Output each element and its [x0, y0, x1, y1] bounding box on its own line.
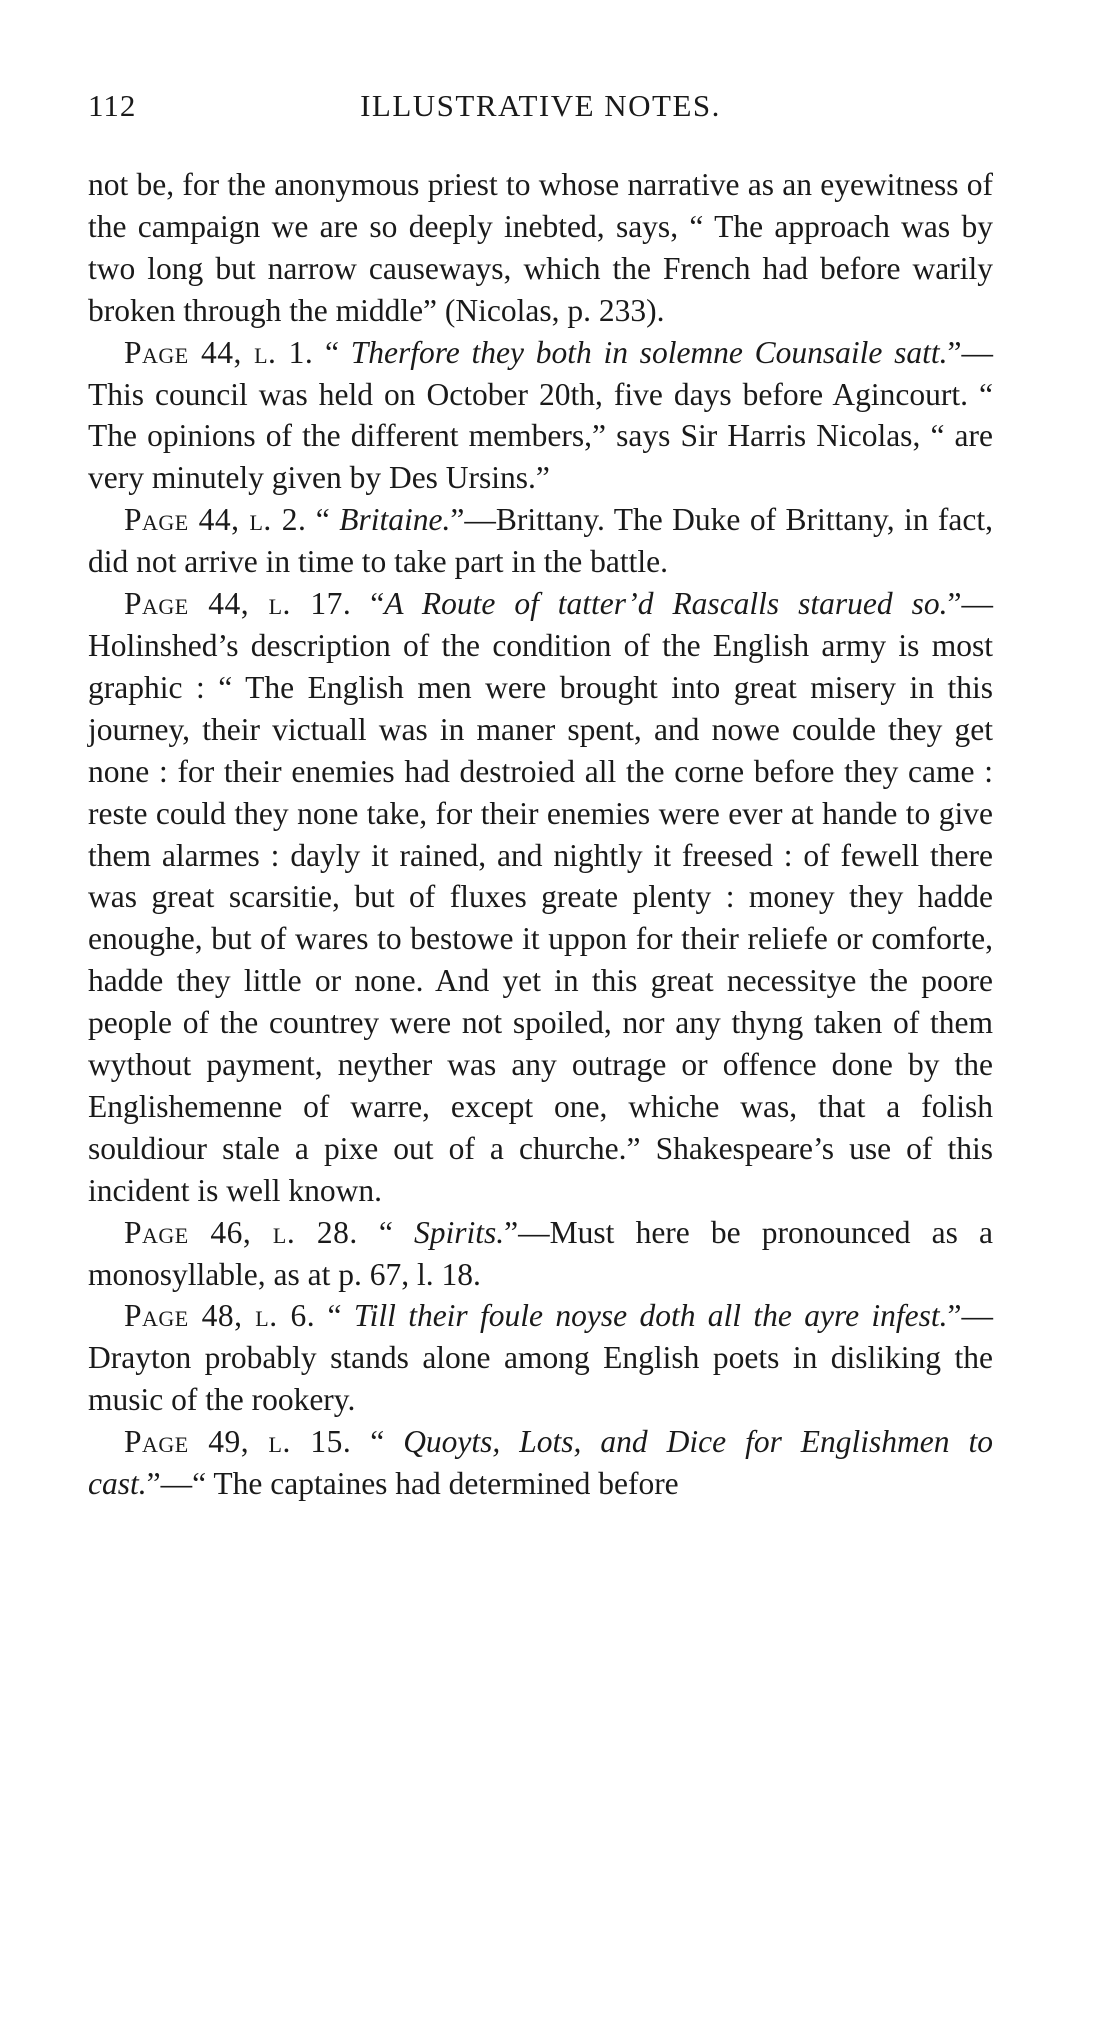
close-quote: ”— — [450, 502, 496, 538]
note-text: “ The captaines had determined before — [192, 1466, 679, 1502]
open-quote: “ — [378, 1214, 415, 1250]
note-lemma: Quoyts, Lots, and Dice for Englishmen to cast. — [88, 1424, 994, 1502]
running-head-title: ILLUSTRATIVE NOTES. — [360, 88, 721, 123]
note-reference: Page 49, l. 15. — [124, 1424, 352, 1460]
note-text: This council was held on October 20th, five days before Agincourt. “ The opinions of the different members,” says Sir Harris Nicolas, “ are very minutely given by Des Ursins.” — [88, 376, 993, 496]
note-text: Brittany. The Duke of Brittany, in fact, did not arrive in time to take part in the battle. — [88, 502, 994, 580]
note-paragraph — [88, 1295, 993, 1421]
note-lemma: Till their foule noyse doth all the ayre infest. — [353, 1298, 948, 1334]
note-paragraph — [88, 1212, 993, 1296]
close-quote: ”— — [947, 1298, 994, 1334]
close-quote: ”— — [947, 334, 993, 370]
note-reference: Page 48, l. 6. — [124, 1298, 316, 1334]
note-lemma: Spirits. — [414, 1214, 505, 1250]
note-text: not be, for the anonymous priest to whose narrative as an eyewitness of the campaign we are so deeply inebted, says, “ The approach was by two long but narrow causeways, which the French had before warily broken through the middle” (Nicolas, p. 233). — [88, 167, 993, 328]
note-paragraph — [88, 164, 993, 332]
open-quote: “ — [370, 586, 385, 622]
note-reference: Page 44, l. 17. — [124, 586, 352, 622]
close-quote: ”— — [504, 1214, 550, 1250]
note-reference: Page 44, l. 1. — [124, 334, 314, 370]
open-quote: “ — [327, 1298, 354, 1334]
note-lemma: Therfore they both in solemne Counsaile satt. — [350, 334, 948, 370]
open-quote: “ — [315, 502, 340, 538]
notes-body — [88, 164, 993, 1505]
close-quote: ”— — [947, 586, 994, 622]
open-quote: “ — [324, 334, 351, 370]
note-paragraph — [88, 1421, 993, 1505]
note-paragraph — [88, 332, 993, 500]
note-text: Drayton probably stands alone among English poets in disliking the music of the rookery. — [88, 1340, 993, 1418]
close-quote: ”— — [146, 1466, 193, 1502]
open-quote: “ — [370, 1424, 404, 1460]
note-text: Must here be pronounced as a monosyllable, as at p. 67, l. 18. — [88, 1214, 994, 1292]
note-reference: Page 46, l. 28. — [124, 1214, 358, 1250]
page-number: 112 — [88, 88, 137, 123]
note-reference: Page 44, l. 2. — [124, 502, 307, 538]
running-head — [88, 88, 993, 132]
note-text: Holinshed’s description of the condition of the English army is most graphic : “ The English men were brought into great misery in this journey, their victuall was in maner spent, and nowe coulde they get none : for their enemies had destroied all the corne before they came : reste could they none take, for their enemies were ever at hande to give them alarmes : dayly it rained, and nightly it freesed : of fewell there was great scarsitie, but of fluxes greate plenty : money they hadde enoughe, but of wares to bestowe it uppon for their reliefe or comforte, hadde they little or none. And yet in this great necessitye the poore people of the countrey were not spoiled, nor any thyng taken of them wythout payment, neyther was any outrage or offence done by the Englishemenne of warre, except one, whiche was, that a folish souldiour stale a pixe out of a churche.” Shakespeare’s use of this incident is well known. — [88, 627, 993, 1208]
note-lemma: A Route of tatter’d Rascalls starued so. — [384, 586, 948, 622]
note-paragraph — [88, 583, 993, 1212]
note-paragraph — [88, 499, 993, 583]
note-lemma: Britaine. — [339, 502, 451, 538]
